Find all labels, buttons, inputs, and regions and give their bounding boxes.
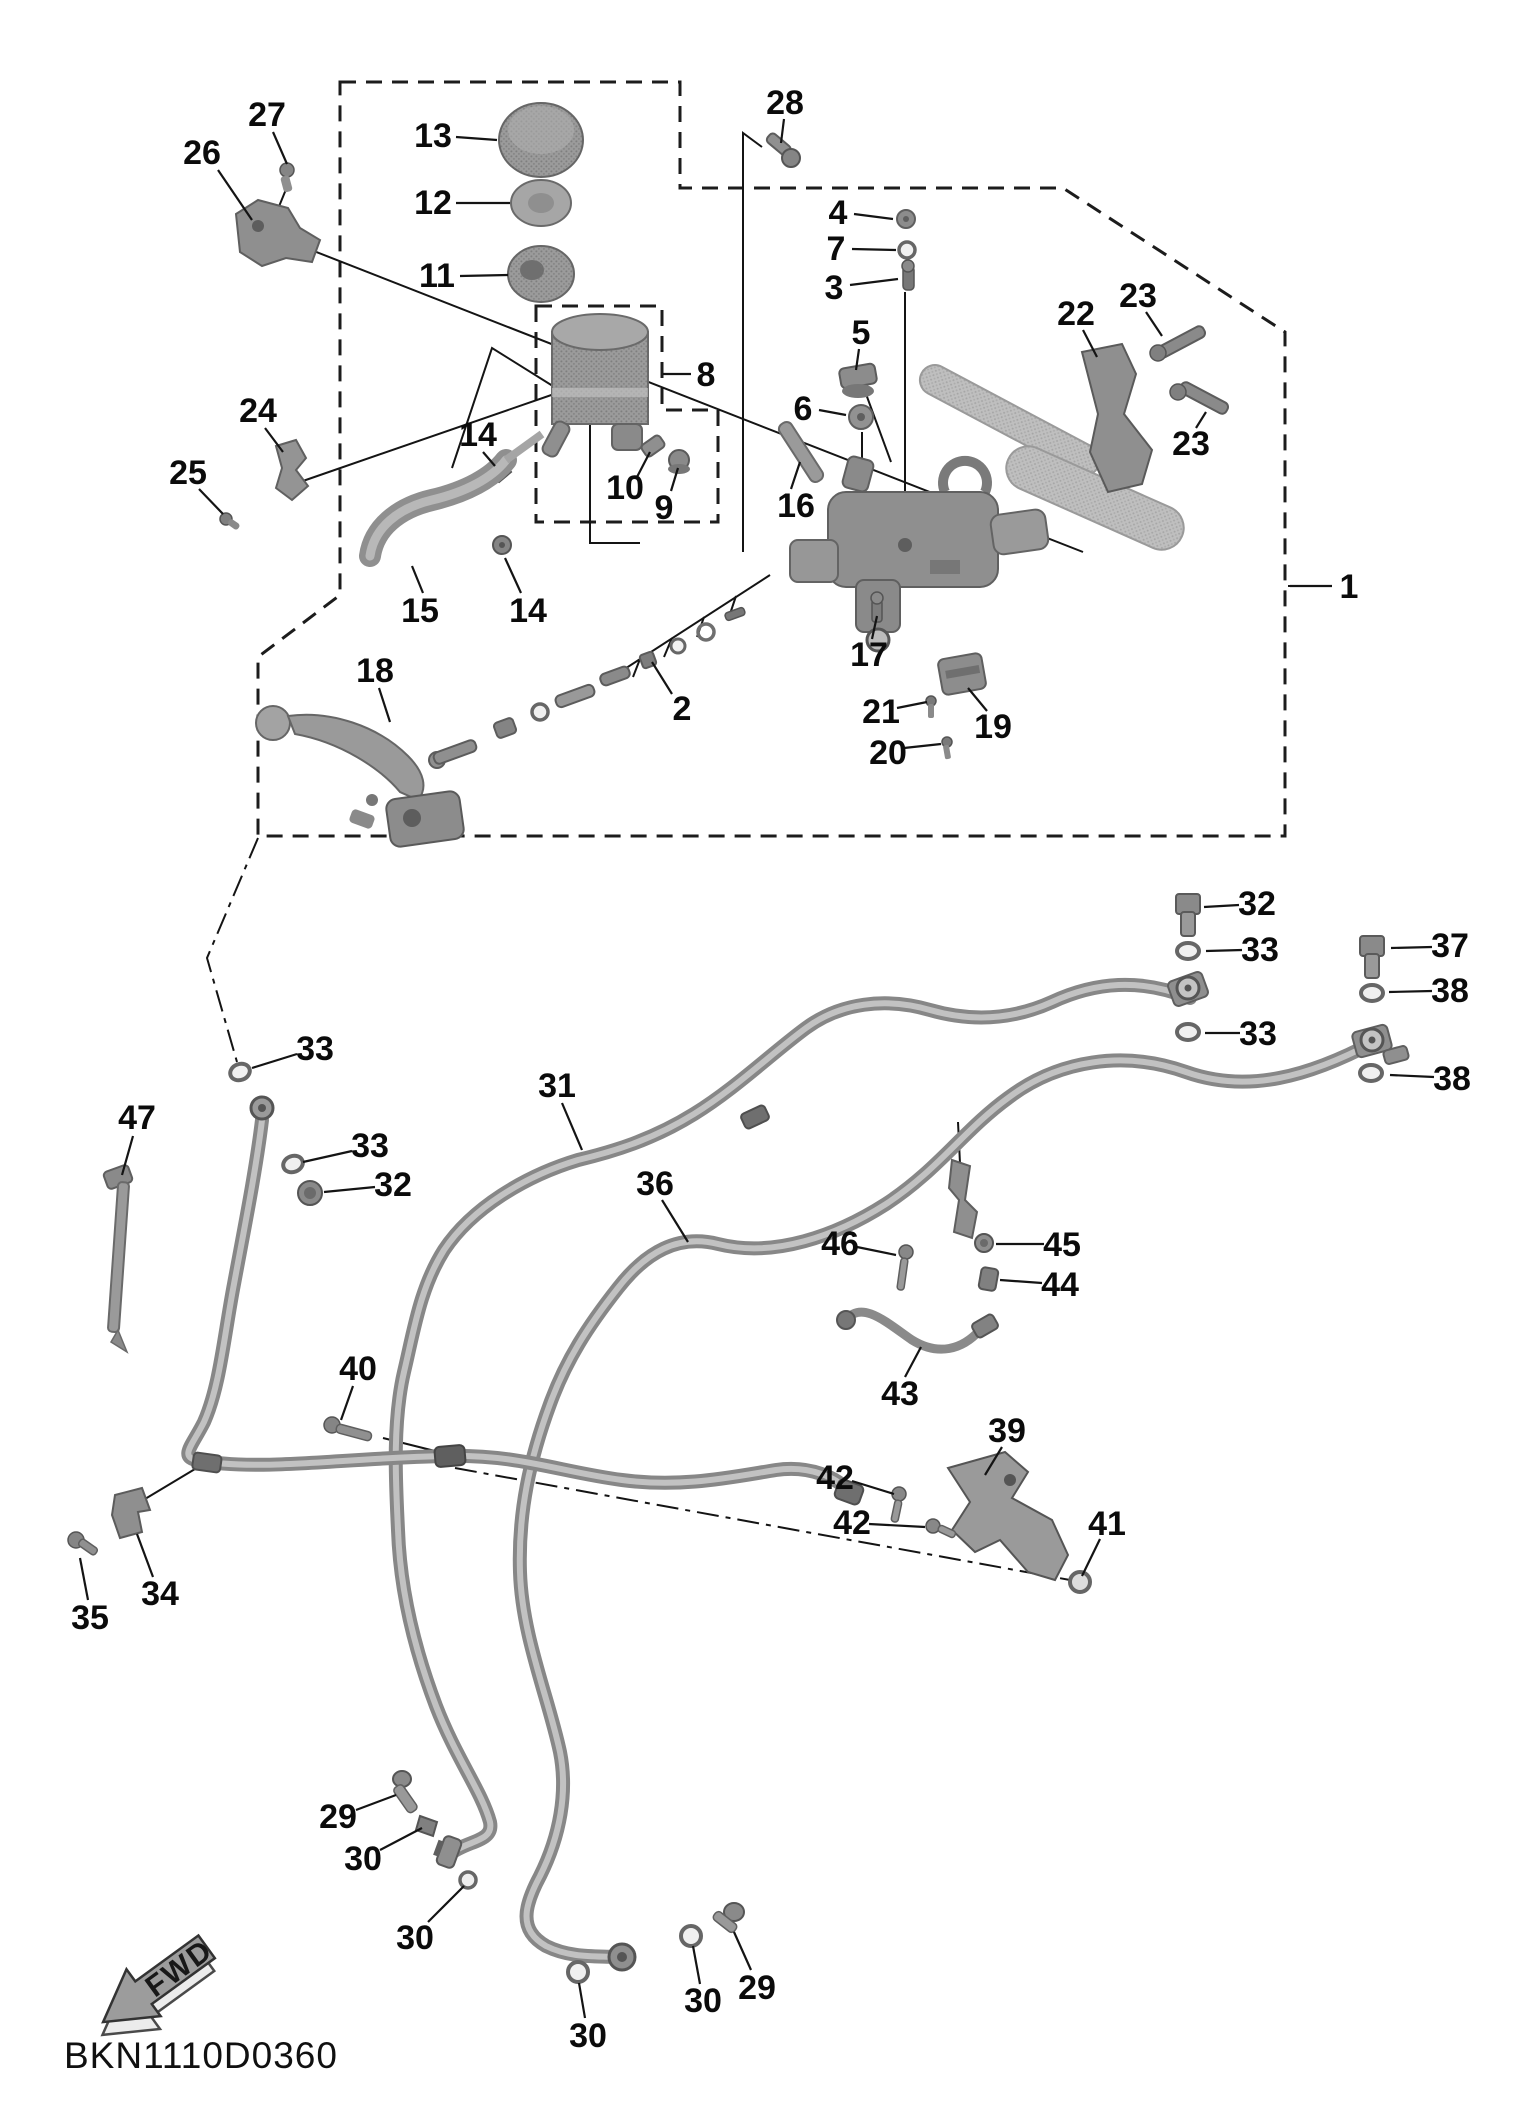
part-label-9: 9	[654, 488, 674, 527]
part-26-bracket	[236, 200, 320, 266]
upper-assembly-parts	[220, 103, 1230, 848]
lower-assembly-parts	[68, 894, 1409, 1982]
leader-21	[897, 702, 927, 708]
part-label-39: 39	[988, 1411, 1026, 1450]
part-37-bolt	[1360, 936, 1384, 978]
leader-20	[904, 744, 941, 748]
align-line-bolt28	[743, 133, 762, 552]
mc-hose-banjo	[251, 1097, 273, 1119]
part-label-11: 11	[419, 256, 455, 295]
part-label-40: 40	[339, 1349, 377, 1388]
part-label-23b: 23	[1172, 424, 1210, 463]
part-label-33c: 33	[296, 1029, 334, 1068]
part-label-26: 26	[183, 133, 221, 172]
part-label-31: 31	[538, 1066, 576, 1105]
leader-42b	[869, 1524, 925, 1527]
part-label-7: 7	[826, 229, 846, 268]
part-label-32b: 32	[374, 1165, 412, 1204]
part-30d-washer	[681, 1926, 701, 1946]
hose-36-banjo	[609, 1944, 635, 1970]
part-label-33d: 33	[351, 1126, 389, 1165]
leader-23a	[1146, 312, 1162, 336]
part-label-25: 25	[169, 453, 207, 492]
leader-37	[1391, 947, 1432, 948]
leader-27	[273, 132, 287, 164]
part-label-14a: 14	[459, 415, 497, 454]
part-14b-hose-clamp	[493, 536, 511, 554]
part-29a-bolt	[392, 1771, 418, 1814]
part-32b-bolt	[298, 1181, 322, 1205]
part-32a-bolt	[1176, 894, 1200, 936]
part-label-36: 36	[636, 1164, 674, 1203]
part-5-pivot-bolt	[839, 363, 878, 398]
part-label-16: 16	[777, 486, 815, 525]
part-39-bracket	[948, 1452, 1068, 1580]
leader-29b	[734, 1932, 751, 1970]
leader-33c	[252, 1054, 297, 1068]
part-25-bolt	[220, 513, 241, 531]
leader-30b	[428, 1886, 464, 1922]
master-cylinder-hose	[188, 1120, 849, 1492]
part-label-12: 12	[414, 183, 452, 222]
part-label-18: 18	[356, 651, 394, 690]
part-label-14b: 14	[509, 591, 547, 630]
part-3-pivot-pin	[902, 260, 914, 290]
part-label-33a: 33	[1241, 930, 1279, 969]
part-label-43: 43	[881, 1374, 919, 1413]
part-label-13: 13	[414, 116, 452, 155]
leader-36	[662, 1200, 688, 1242]
part-label-46: 46	[821, 1224, 859, 1263]
part-label-30d: 30	[684, 1981, 722, 2020]
leader-32b	[324, 1187, 375, 1192]
part-label-41: 41	[1088, 1504, 1126, 1543]
leader-31	[562, 1103, 582, 1150]
brake-hose-31	[396, 985, 1190, 1854]
part-2-cylinder-kit	[429, 607, 746, 768]
part-label-38a: 38	[1431, 971, 1469, 1010]
part-label-22: 22	[1057, 294, 1095, 333]
part-7-washer	[899, 242, 915, 258]
pipe-fitting-right	[1351, 1024, 1409, 1065]
leader-33d	[303, 1151, 352, 1162]
part-42a-bolt	[891, 1487, 906, 1523]
part-13-reservoir-cap	[499, 103, 583, 177]
part-label-29b: 29	[738, 1968, 776, 2007]
part-10-joint	[640, 434, 666, 458]
leader-43	[905, 1347, 921, 1377]
part-38b-washer	[1360, 1065, 1382, 1081]
part-23b-bolt	[1170, 380, 1230, 415]
hose-joint-mid	[434, 1445, 466, 1468]
part-label-10: 10	[606, 468, 644, 507]
part-33c-washer	[228, 1061, 252, 1083]
leader-24	[265, 428, 283, 452]
leader-3	[850, 279, 898, 285]
part-label-8: 8	[696, 355, 716, 394]
leader-33a	[1206, 950, 1242, 951]
part-9-nut	[668, 450, 690, 474]
part-label-2: 2	[672, 689, 692, 728]
part-label-21: 21	[862, 692, 900, 731]
part-47-cable-guide	[103, 1164, 134, 1352]
part-label-30b: 30	[396, 1918, 434, 1957]
leader-16	[791, 462, 800, 489]
part-label-35: 35	[71, 1598, 109, 1637]
leader-7	[852, 249, 896, 250]
part-label-44: 44	[1041, 1265, 1079, 1304]
leader-26	[218, 170, 252, 220]
leader-41	[1082, 1539, 1100, 1576]
part-label-47: 47	[118, 1098, 156, 1137]
part-labels	[71, 84, 1471, 2055]
leader-2	[652, 662, 672, 694]
part-29b-bolt	[712, 1903, 744, 1934]
leader-38b	[1390, 1075, 1434, 1077]
leader-18	[379, 688, 390, 722]
master-cylinder-body	[790, 455, 1050, 651]
part-20-screw	[942, 737, 952, 759]
leader-25	[199, 489, 223, 514]
part-15-reservoir-hose	[370, 434, 542, 556]
leader-11	[460, 275, 508, 276]
part-label-42b: 42	[833, 1503, 871, 1542]
leader-40	[341, 1386, 353, 1420]
part-11-diaphragm	[508, 246, 574, 302]
part-45-nut	[975, 1234, 993, 1252]
leader-29a	[356, 1795, 396, 1810]
part-18-brake-lever	[256, 706, 465, 848]
leader-30c	[579, 1983, 585, 2018]
part-33a-washer	[1177, 943, 1199, 959]
part-46-bolt	[897, 1245, 913, 1290]
part-27-bolt	[280, 163, 294, 193]
part-21-screw	[926, 696, 936, 718]
diagram-code: BKN1110D0360	[64, 2035, 338, 2076]
leader-35	[80, 1558, 88, 1600]
part-label-38b: 38	[1433, 1059, 1471, 1098]
part-label-19: 19	[974, 707, 1012, 746]
part-label-27: 27	[248, 95, 286, 134]
part-33b-washer	[1177, 1024, 1199, 1040]
leader-30d	[693, 1946, 700, 1984]
align-line-bolt5	[866, 394, 891, 462]
part-label-33b: 33	[1239, 1014, 1277, 1053]
part-label-6: 6	[793, 389, 813, 428]
leader-46	[857, 1247, 896, 1255]
part-40-bolt	[324, 1417, 372, 1441]
part-label-3: 3	[824, 268, 844, 307]
part-41-grommet	[1070, 1572, 1090, 1592]
part-43-sensor-wire	[837, 1311, 999, 1349]
leader-15	[412, 566, 423, 593]
leader-44	[1000, 1280, 1042, 1283]
leader-6	[819, 410, 846, 415]
part-8-reservoir	[540, 314, 648, 459]
leader-4	[854, 214, 893, 219]
part-label-30a: 30	[344, 1839, 382, 1878]
part-label-15: 15	[401, 591, 439, 630]
part-label-32a: 32	[1238, 884, 1276, 923]
part-30c-washer	[568, 1962, 588, 1982]
hose-clamp-mc	[192, 1452, 222, 1473]
hose-31-clamp-upper	[740, 1104, 770, 1129]
part-label-28: 28	[766, 83, 804, 122]
part-label-45: 45	[1043, 1225, 1081, 1264]
leader-14b	[505, 558, 521, 593]
leader-13	[456, 137, 497, 140]
part-19-connector	[937, 652, 987, 695]
part-label-23a: 23	[1119, 276, 1157, 315]
leader-38a	[1389, 991, 1432, 992]
hose-31-end-fitting	[433, 1835, 462, 1869]
part-label-20: 20	[869, 733, 907, 772]
part-30a-clamp	[416, 1816, 437, 1836]
leader-28	[781, 119, 784, 143]
part-12-diaphragm-plate	[511, 180, 571, 226]
part-label-5: 5	[851, 313, 871, 352]
part-44-45-46-bracket	[949, 1160, 977, 1238]
part-label-1: 1	[1339, 567, 1359, 606]
part-label-4: 4	[828, 193, 848, 232]
part-30b-grommet	[460, 1872, 476, 1888]
part-34-bracket	[112, 1488, 150, 1538]
leader-32a	[1204, 905, 1239, 907]
part-38a-washer	[1361, 985, 1383, 1001]
part-6-nut	[849, 405, 873, 429]
part-label-42a: 42	[816, 1458, 854, 1497]
part-4-nut	[897, 210, 915, 228]
pipe-fitting-left	[1167, 971, 1210, 1008]
part-33d-washer	[281, 1153, 305, 1175]
leader-30a	[380, 1828, 422, 1850]
part-label-30c: 30	[569, 2016, 607, 2055]
part-label-37: 37	[1431, 926, 1469, 965]
part-16-union-bolt	[777, 420, 826, 485]
continuation-line-upper	[207, 838, 258, 1062]
part-44-clamp	[978, 1267, 999, 1292]
part-label-24: 24	[239, 391, 277, 430]
part-label-29a: 29	[319, 1797, 357, 1836]
fwd-label: FWD	[139, 1933, 220, 2004]
part-label-17: 17	[850, 635, 888, 674]
leader-34	[137, 1534, 153, 1577]
part-label-34: 34	[141, 1574, 179, 1613]
part-35-bolt	[68, 1532, 98, 1556]
